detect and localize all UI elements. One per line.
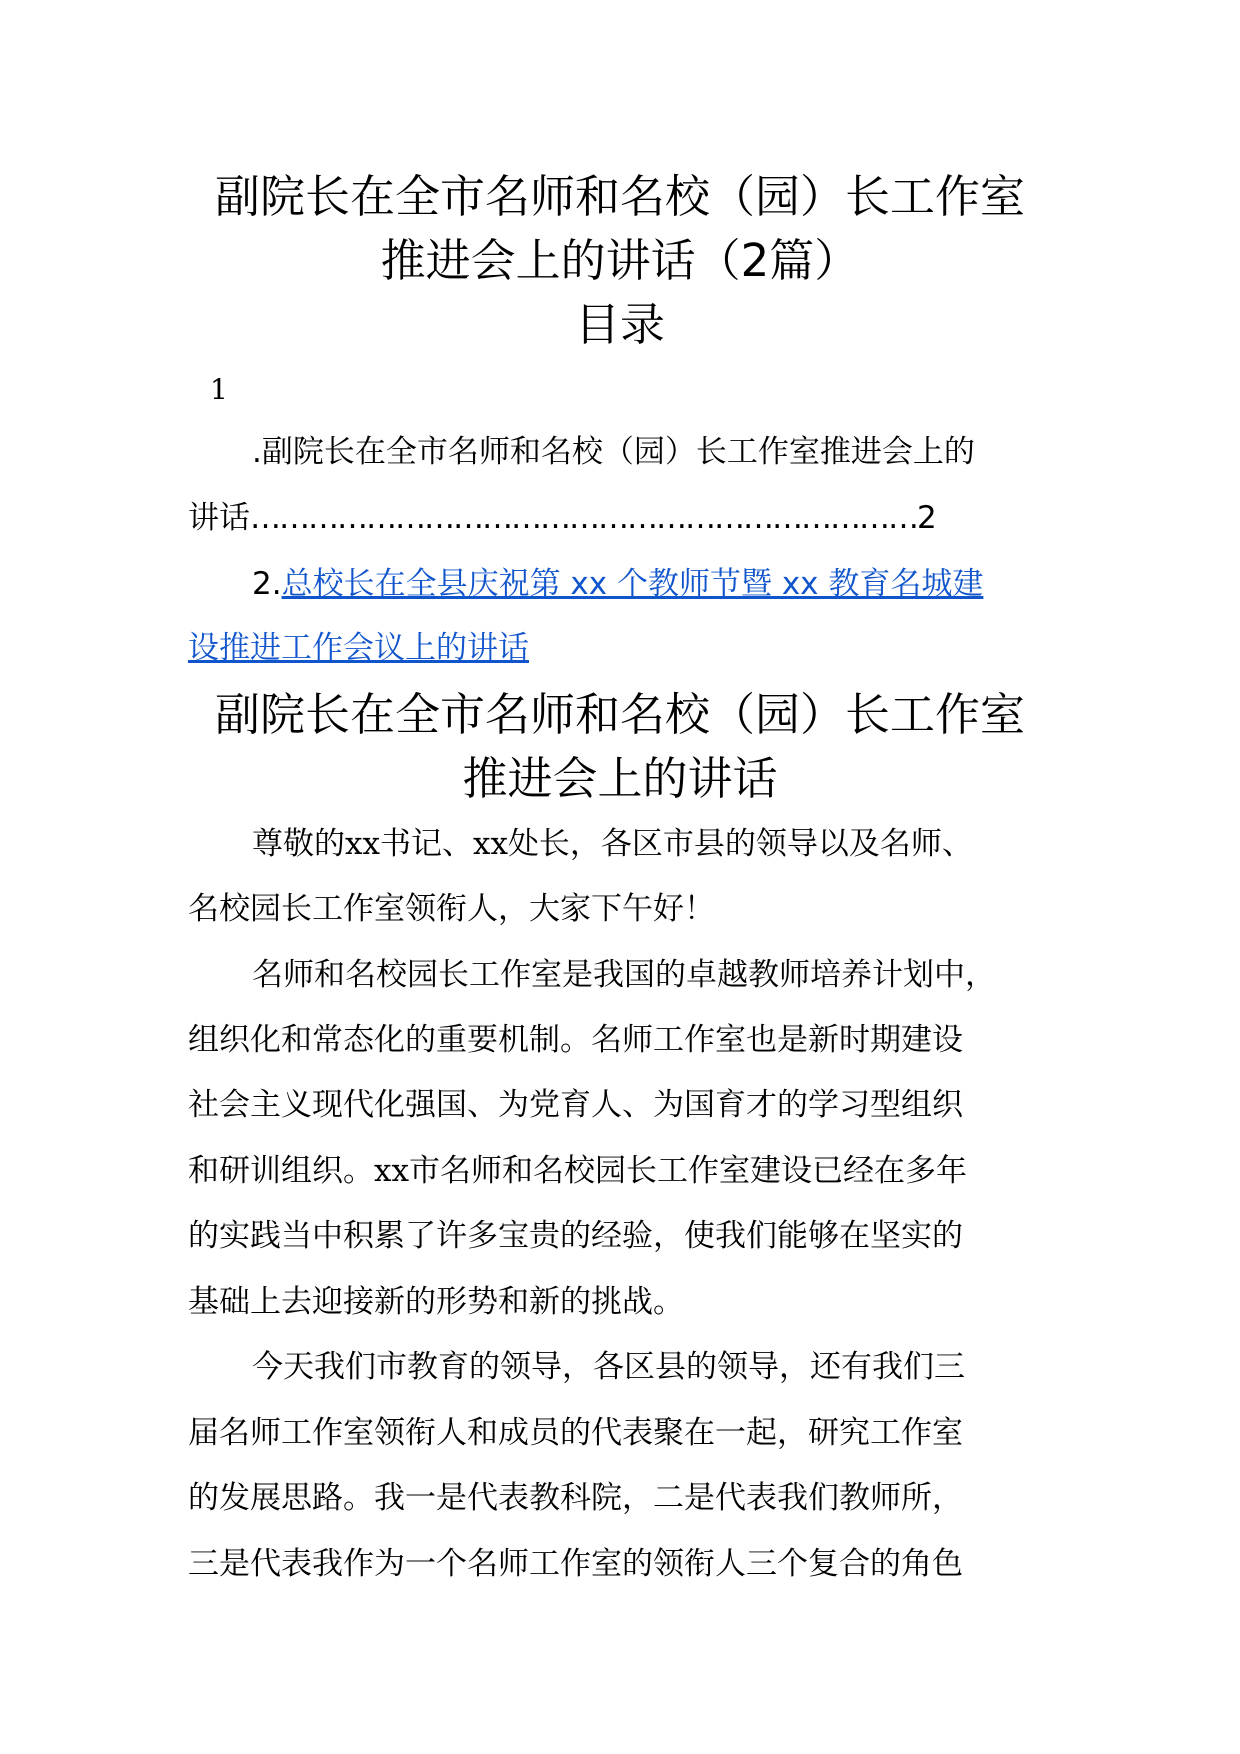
- paragraph3-line2: 届名师工作室领衔人和成员的代表聚在一起，研究工作室: [188, 1415, 963, 1451]
- toc-number-1: 1: [210, 373, 228, 406]
- paragraph3-line4: 三是代表我作为一个名师工作室的领衔人三个复合的角色: [188, 1546, 963, 1582]
- paragraph2-line6: 基础上去迎接新的形势和新的挑战。: [188, 1284, 684, 1320]
- toc-item1-page: 2: [917, 500, 937, 536]
- paragraph1-line2: 名校园长工作室领衔人，大家下午好！: [188, 891, 715, 927]
- paragraph2-line5: 的实践当中积累了许多宝贵的经验，使我们能够在坚实的: [188, 1218, 963, 1254]
- section-title-line2: 推进会上的讲话: [462, 752, 778, 805]
- toc-item2-line2: [188, 616, 529, 680]
- toc-item2-number: 2.: [252, 566, 282, 602]
- document-title-line2: 推进会上的讲话（2篇）: [380, 234, 860, 287]
- paragraph2-line1: 名师和名校园长工作室是我国的卓越教师培养计划中，: [252, 957, 996, 993]
- toc-item2-link[interactable]: 总校长在全县庆祝第 xx 个教师节暨 xx 教育名城建: [281, 566, 984, 602]
- toc-item1-text: 讲话: [188, 500, 250, 536]
- paragraph3-line1: 今天我们市教育的领导，各区县的领导，还有我们三: [252, 1349, 965, 1385]
- toc-item2-link-continued[interactable]: 设推进工作会议上的讲话: [188, 630, 529, 666]
- toc-item1-line2: [188, 486, 937, 550]
- toc-heading: 目录: [574, 298, 665, 351]
- toc-item1-leader-dots: ……………………………………………………………: [250, 500, 917, 536]
- document-title-line1: 副院长在全市名师和名校（园）长工作室: [214, 170, 1025, 223]
- paragraph2-line4: 和研训组织。xx市名师和名校园长工作室建设已经在多年: [188, 1153, 967, 1189]
- paragraph3-line3: 的发展思路。我一是代表教科院，二是代表我们教师所，: [188, 1480, 963, 1516]
- toc-item2-line1: [252, 552, 983, 616]
- paragraph1-line1: 尊敬的xx书记、xx处长，各区市县的领导以及名师、: [252, 826, 973, 862]
- toc-item1-line1: .副院长在全市名师和名校（园）长工作室推进会上的: [252, 434, 975, 470]
- paragraph2-line3: 社会主义现代化强国、为党育人、为国育才的学习型组织: [188, 1087, 963, 1123]
- paragraph2-line2: 组织化和常态化的重要机制。名师工作室也是新时期建设: [188, 1022, 963, 1058]
- section-title-line1: 副院长在全市名师和名校（园）长工作室: [214, 688, 1025, 741]
